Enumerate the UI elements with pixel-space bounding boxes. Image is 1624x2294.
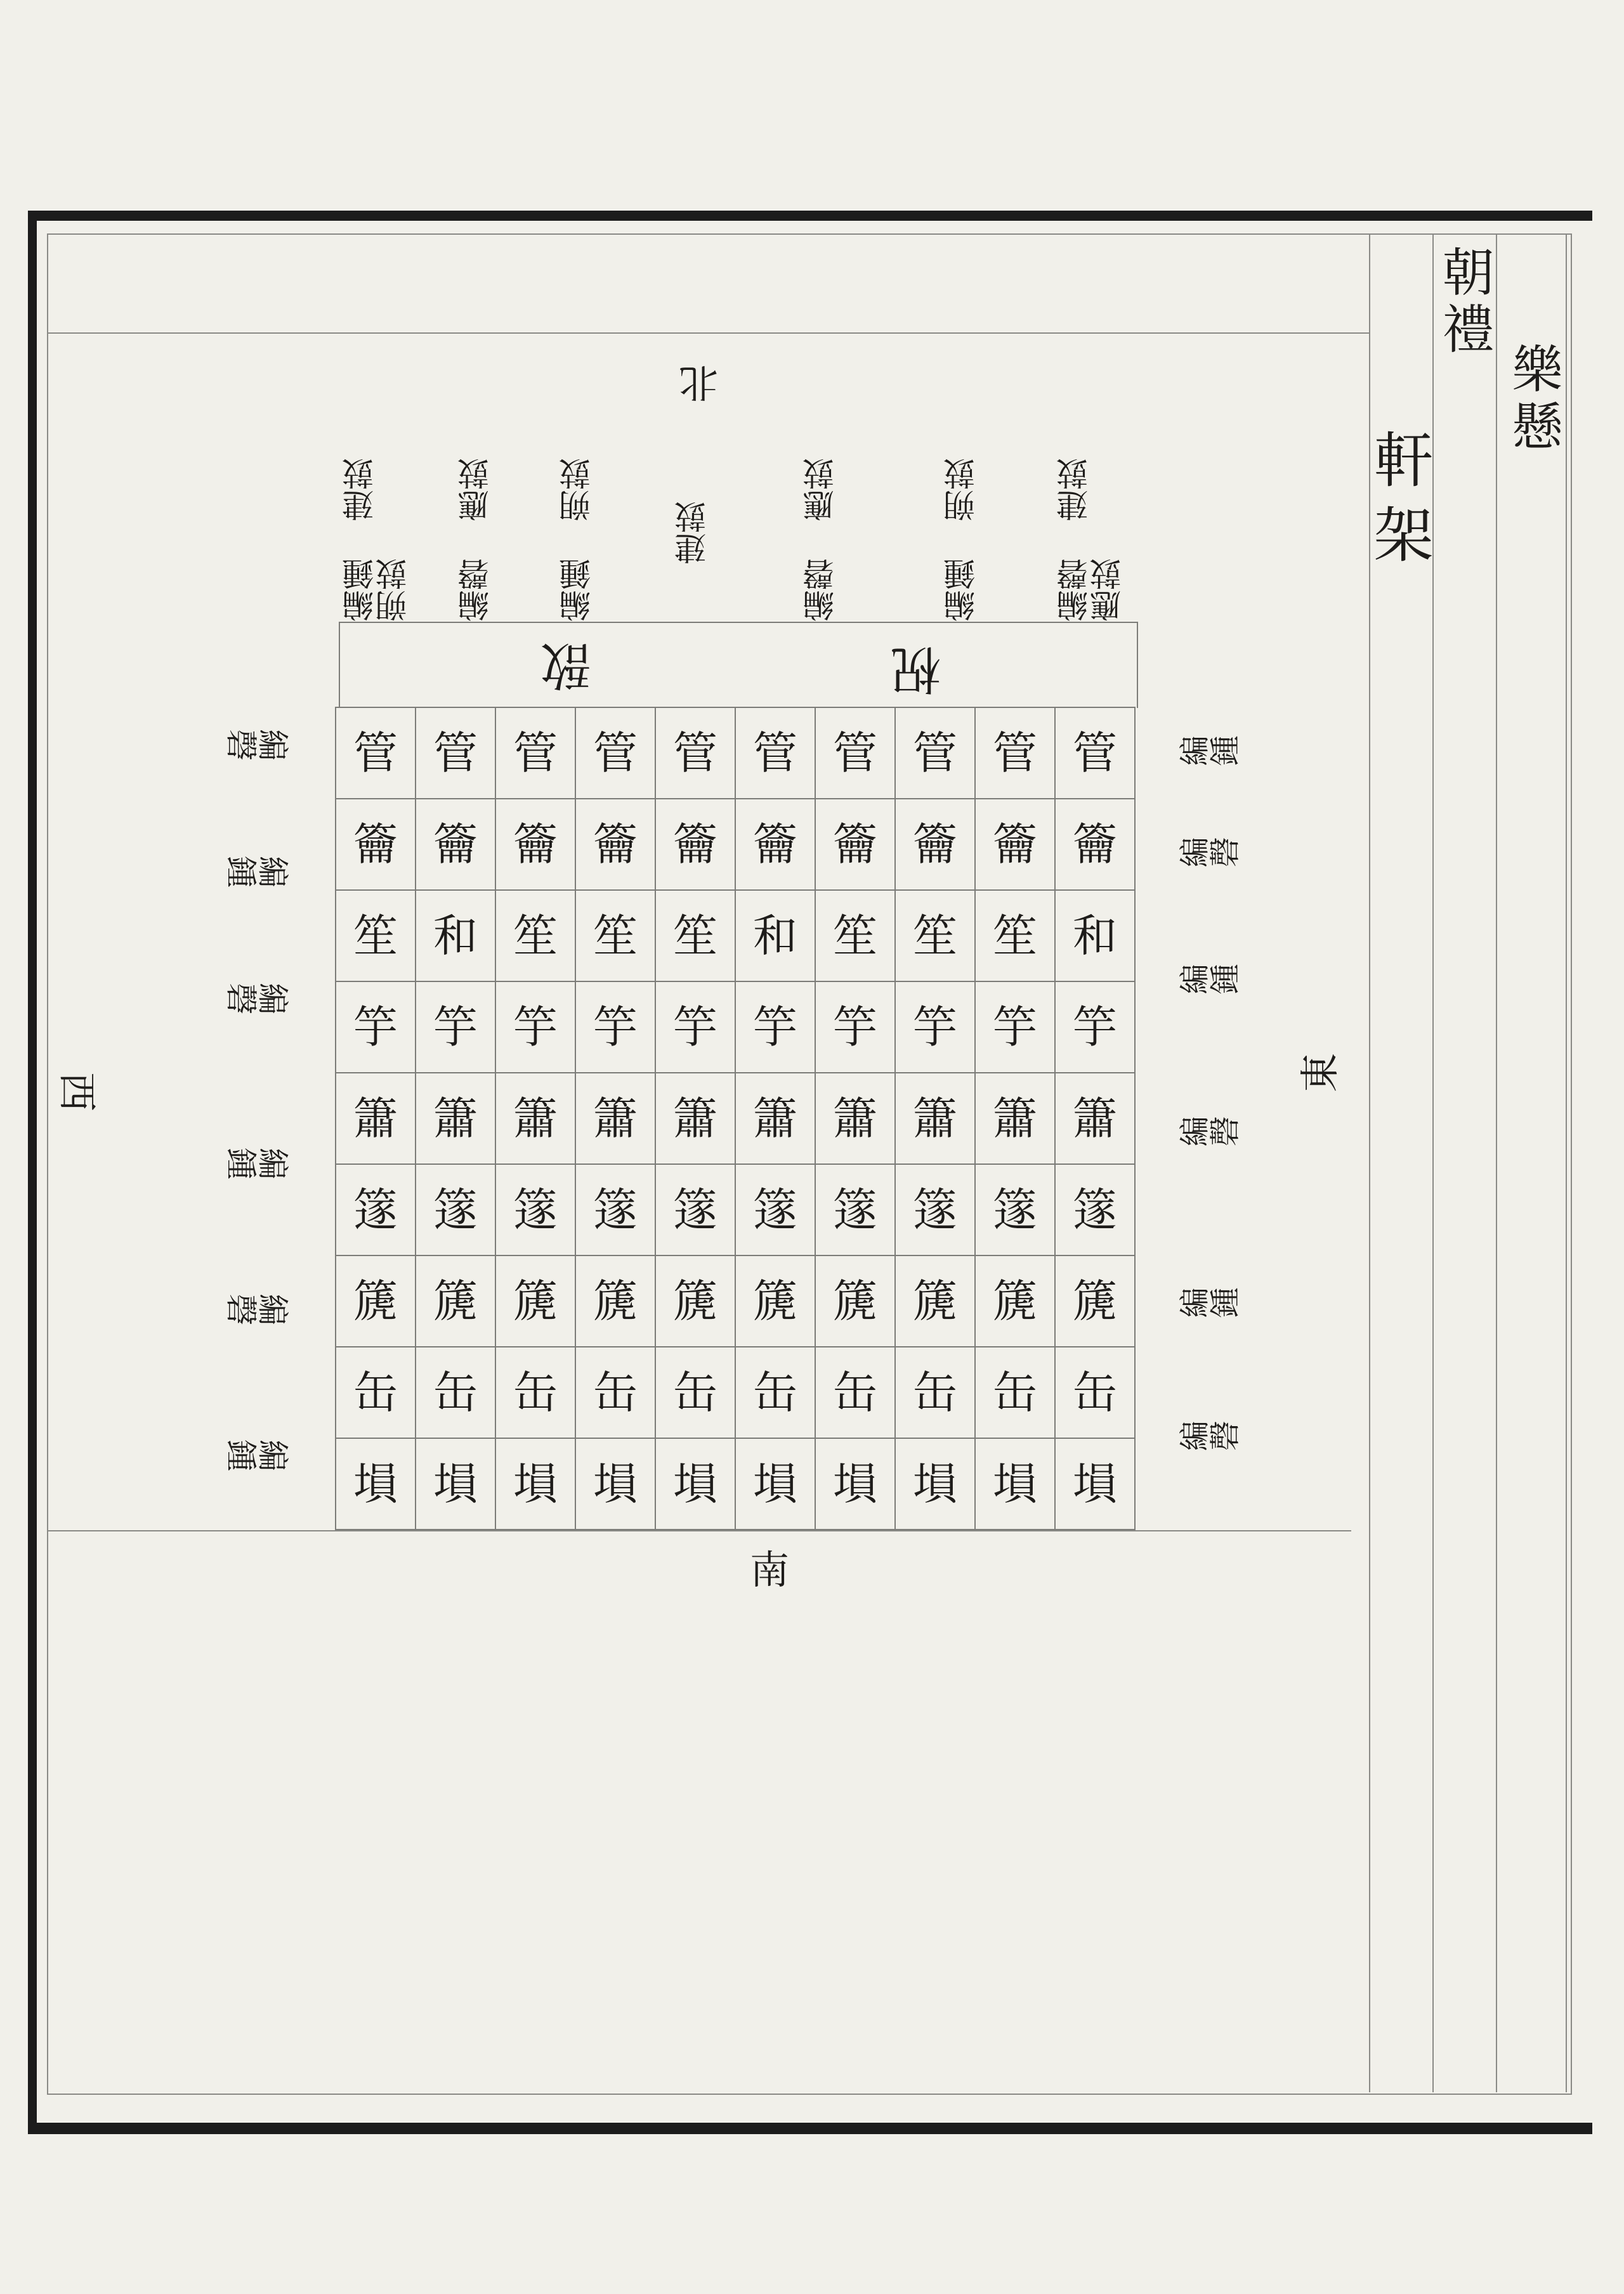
- north-label: 編鍾 朔鼓: [559, 458, 596, 622]
- grid-cell: 簫: [656, 1073, 736, 1165]
- grid-cell: 竽: [656, 982, 736, 1073]
- grid-cell: 篴: [816, 1165, 896, 1256]
- grid-cell: 籥: [336, 799, 416, 891]
- north-label: 編磬 建鼓 應鼓: [1056, 458, 1127, 622]
- grid-cell: 竽: [416, 982, 496, 1073]
- grid-cell: 管: [1056, 708, 1136, 799]
- north-label: 編鍾 朔鼓: [943, 458, 980, 622]
- grid-cell: 籥: [656, 799, 736, 891]
- west-label: 編鍾: [226, 1434, 290, 1472]
- west-label: 編鍾: [226, 851, 290, 888]
- grid-cell: 塤: [736, 1439, 816, 1530]
- grid-cell: 簫: [896, 1073, 976, 1165]
- east-label: 編鍾: [1178, 964, 1240, 1000]
- grid-cell: 笙: [496, 891, 576, 982]
- grid-cell: 塤: [1056, 1439, 1136, 1530]
- east-label: 編鍾: [1178, 1287, 1240, 1323]
- west-label: 編磬: [226, 724, 290, 761]
- grid-cell: 篪: [656, 1256, 736, 1347]
- section-title: 朝禮: [1434, 245, 1494, 359]
- grid-cell: 管: [576, 708, 656, 799]
- instrument-grid: [335, 707, 1136, 1530]
- grid-cell: 篴: [656, 1165, 736, 1256]
- grid-cell: 管: [736, 708, 816, 799]
- grid-cell: 笙: [896, 891, 976, 982]
- grid-cell: 篴: [896, 1165, 976, 1256]
- grid-cell: 管: [816, 708, 896, 799]
- diagram-bottom-rule: [47, 1530, 1351, 1531]
- grid-cell: 笙: [976, 891, 1056, 982]
- grid-cell: 塤: [336, 1439, 416, 1530]
- column-rule: [1566, 233, 1567, 2092]
- north-label: 編磬 應鼓: [457, 458, 494, 622]
- grid-cell: 篪: [416, 1256, 496, 1347]
- grid-cell: 篪: [336, 1256, 416, 1347]
- grid-cell: 塤: [976, 1439, 1056, 1530]
- grid-cell: 竽: [736, 982, 816, 1073]
- grid-cell: 管: [656, 708, 736, 799]
- grid-cell: 篪: [976, 1256, 1056, 1347]
- grid-cell: 竽: [976, 982, 1056, 1073]
- header-yu: 敔: [540, 636, 591, 695]
- grid-cell: 缶: [576, 1347, 656, 1439]
- west-label: 編鍾: [226, 1143, 290, 1180]
- grid-cell: 籥: [736, 799, 816, 891]
- grid-cell: 竽: [816, 982, 896, 1073]
- grid-cell: 管: [896, 708, 976, 799]
- grid-cell: 和: [736, 891, 816, 982]
- grid-cell: 簫: [736, 1073, 816, 1165]
- column-rule: [1496, 233, 1497, 2092]
- grid-cell: 塤: [416, 1439, 496, 1530]
- grid-cell: 和: [1056, 891, 1136, 982]
- grid-cell: 缶: [416, 1347, 496, 1439]
- column-rule: [1432, 233, 1434, 2092]
- grid-cell: 缶: [816, 1347, 896, 1439]
- west-label: 編磬: [226, 978, 290, 1015]
- grid-cell: 笙: [336, 891, 416, 982]
- grid-cell: 管: [976, 708, 1056, 799]
- grid-cell: 和: [416, 891, 496, 982]
- grid-cell: 竽: [1056, 982, 1136, 1073]
- grid-cell: 簫: [816, 1073, 896, 1165]
- grid-cell: 籥: [896, 799, 976, 891]
- grid-cell: 塤: [496, 1439, 576, 1530]
- grid-cell: 笙: [576, 891, 656, 982]
- direction-south: 南: [750, 1547, 790, 1593]
- grid-cell: 塤: [896, 1439, 976, 1530]
- direction-east: 東: [1297, 1052, 1344, 1093]
- grid-cell: 簫: [416, 1073, 496, 1165]
- grid-cell: 篪: [576, 1256, 656, 1347]
- west-label: 編磬: [226, 1288, 290, 1326]
- header-zhu: 柷: [891, 639, 941, 698]
- grid-cell: 簫: [976, 1073, 1056, 1165]
- direction-west: 西: [54, 1072, 101, 1112]
- grid-cell: 籥: [1056, 799, 1136, 891]
- grid-cell: 籥: [576, 799, 656, 891]
- grid-cell: 簫: [576, 1073, 656, 1165]
- grid-cell: 管: [336, 708, 416, 799]
- grid-cell: 篴: [976, 1165, 1056, 1256]
- header-band: [339, 622, 1138, 708]
- grid-cell: 篴: [496, 1165, 576, 1256]
- grid-cell: 篪: [496, 1256, 576, 1347]
- grid-cell: 籥: [496, 799, 576, 891]
- grid-cell: 籥: [416, 799, 496, 891]
- east-label: 編鍾: [1178, 735, 1240, 771]
- grid-cell: 缶: [496, 1347, 576, 1439]
- grid-cell: 塤: [816, 1439, 896, 1530]
- grid-cell: 缶: [656, 1347, 736, 1439]
- grid-cell: 篴: [736, 1165, 816, 1256]
- grid-cell: 缶: [336, 1347, 416, 1439]
- grid-cell: 竽: [496, 982, 576, 1073]
- chapter-title: 樂懸: [1503, 343, 1562, 457]
- grid-cell: 簫: [336, 1073, 416, 1165]
- grid-cell: 籥: [976, 799, 1056, 891]
- grid-cell: 竽: [896, 982, 976, 1073]
- east-label: 編磬: [1178, 1116, 1240, 1152]
- grid-cell: 笙: [816, 891, 896, 982]
- grid-cell: 缶: [1056, 1347, 1136, 1439]
- grid-cell: 管: [416, 708, 496, 799]
- grid-cell: 簫: [496, 1073, 576, 1165]
- grid-cell: 篴: [576, 1165, 656, 1256]
- diagram-heading: 軒架: [1363, 429, 1432, 579]
- grid-cell: 竽: [576, 982, 656, 1073]
- grid-cell: 缶: [736, 1347, 816, 1439]
- grid-cell: 塤: [656, 1439, 736, 1530]
- direction-north: 北: [679, 360, 719, 406]
- grid-cell: 笙: [656, 891, 736, 982]
- grid-cell: 竽: [336, 982, 416, 1073]
- grid-cell: 缶: [976, 1347, 1056, 1439]
- grid-cell: 簫: [1056, 1073, 1136, 1165]
- north-label: 編磬 應鼓: [802, 458, 839, 622]
- grid-cell: 篪: [736, 1256, 816, 1347]
- diagram-top-rule: [47, 332, 1370, 334]
- grid-cell: 篴: [416, 1165, 496, 1256]
- grid-cell: 篪: [816, 1256, 896, 1347]
- grid-cell: 籥: [816, 799, 896, 891]
- east-label: 編磬: [1178, 837, 1240, 873]
- grid-cell: 篪: [896, 1256, 976, 1347]
- grid-cell: 篴: [1056, 1165, 1136, 1256]
- north-label: 建鼓: [674, 501, 711, 565]
- grid-cell: 缶: [896, 1347, 976, 1439]
- grid-cell: 篪: [1056, 1256, 1136, 1347]
- grid-cell: 管: [496, 708, 576, 799]
- north-label: 編鍾 建鼓 朔鼓: [342, 458, 412, 622]
- grid-cell: 篴: [336, 1165, 416, 1256]
- grid-cell: 塤: [576, 1439, 656, 1530]
- east-label: 編磬: [1178, 1420, 1240, 1457]
